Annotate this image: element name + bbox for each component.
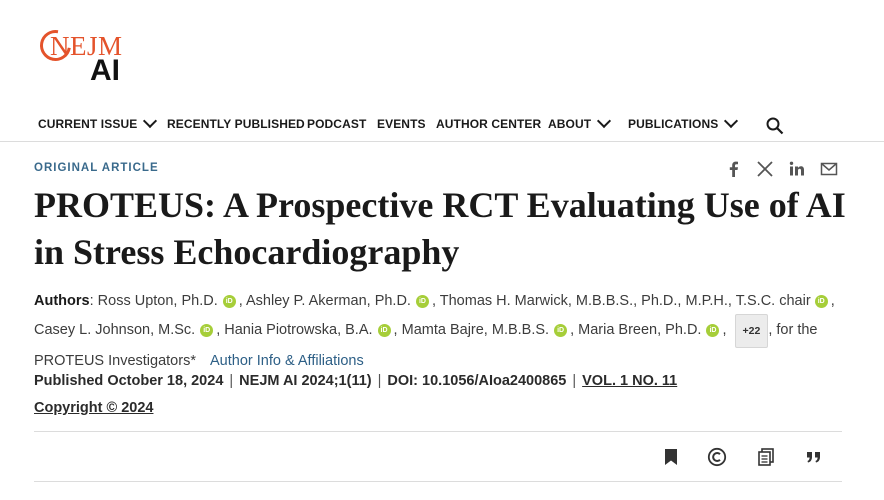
nejm-ai-logo[interactable] (40, 28, 123, 86)
linkedin-icon[interactable] (788, 160, 806, 178)
nav-about[interactable] (548, 117, 609, 131)
nav-label: ABOUT (548, 117, 592, 131)
nav-label: PODCAST (307, 117, 367, 131)
x-icon[interactable] (756, 160, 774, 178)
nav-podcast[interactable] (307, 117, 366, 131)
publication-meta (34, 373, 677, 389)
published-date: Published October 18, 2024 (34, 373, 224, 389)
orcid-icon[interactable]: iD (416, 295, 429, 308)
copyright-link[interactable]: Copyright © 2024 (34, 400, 154, 416)
bookmark-icon[interactable] (661, 447, 681, 467)
orcid-icon[interactable]: iD (706, 324, 719, 337)
author-name[interactable]: Casey L. Johnson, M.Sc. (34, 322, 196, 338)
chevron-down-icon (597, 114, 611, 128)
orcid-icon[interactable]: iD (815, 295, 828, 308)
article-title: PROTEUS: A Prospective RCT Evaluating Use of AI in Stress Echocardiography (34, 185, 846, 272)
nav-recently-published[interactable] (167, 117, 305, 131)
main-nav (0, 108, 884, 142)
journal-citation: NEJM AI 2024;1(11) (239, 373, 372, 389)
doi: DOI: 10.1056/AIoa2400865 (387, 373, 567, 389)
chevron-down-icon (724, 114, 738, 128)
cite-icon[interactable] (804, 447, 824, 467)
nav-events[interactable] (377, 117, 426, 131)
meta-separator: | (377, 373, 382, 389)
author-name[interactable]: Mamta Bajre, M.B.B.S. (401, 322, 550, 338)
authors-colon: : (89, 293, 98, 309)
volume-link[interactable]: VOL. 1 NO. 11 (582, 373, 678, 389)
divider (34, 481, 842, 482)
logo-sub: AI (90, 54, 120, 87)
more-authors-button[interactable]: +22 (735, 314, 769, 348)
author-name[interactable]: Maria Breen, Ph.D. (578, 322, 702, 338)
nav-label: CURRENT ISSUE (38, 117, 138, 131)
nav-label: EVENTS (377, 117, 426, 131)
orcid-icon[interactable]: iD (223, 295, 236, 308)
permissions-icon[interactable] (707, 447, 727, 467)
orcid-icon[interactable]: iD (378, 324, 391, 337)
authors-label: Authors (34, 293, 90, 309)
author-name[interactable]: Thomas H. Marwick, M.B.B.S., Ph.D., M.P.H., T.S.C. chair (439, 293, 811, 309)
facebook-icon[interactable] (725, 160, 743, 178)
email-icon[interactable] (820, 160, 838, 178)
author-name[interactable]: Ross Upton, Ph.D. (97, 293, 218, 309)
author-affiliations-link[interactable]: Author Info & Affiliations (210, 353, 364, 369)
nav-author-center[interactable] (436, 117, 541, 131)
divider (34, 431, 842, 432)
author-name[interactable]: Hania Piotrowska, B.A. (224, 322, 373, 338)
nav-label: RECENTLY PUBLISHED (167, 117, 305, 131)
nav-current-issue[interactable] (38, 117, 155, 131)
meta-separator: | (229, 373, 234, 389)
nav-label: AUTHOR CENTER (436, 117, 542, 131)
orcid-icon[interactable]: iD (554, 324, 567, 337)
logo-brand: NEJM (50, 30, 123, 61)
author-name[interactable]: Ashley P. Akerman, Ph.D. (246, 293, 411, 309)
chevron-down-icon (143, 114, 157, 128)
export-citation-icon[interactable] (756, 447, 776, 467)
nav-label: PUBLICATIONS (628, 117, 719, 131)
meta-separator: | (572, 373, 577, 389)
author-list: Authors: Ross Upton, Ph.D. iD , Ashley P. Akerman, Ph.D. iD , Thomas H. Marwick, M.B.B.S., Ph.D., M.P.H., T.S.C. chair iD , Casey L. Johnson, M.Sc. iD , Hania Piotrowska, B.A. iD , Mamta Bajre, M.B.B.S. iD , Maria Breen, Ph.D. iD , +22 , for the PROTEUS Investigators* Author Info & Affiliations (34, 293, 835, 369)
investigator-group: , for the PROTEUS Investigators* (34, 322, 818, 369)
nav-publications[interactable] (628, 117, 736, 131)
article-type[interactable]: ORIGINAL ARTICLE (34, 162, 159, 174)
search-icon[interactable] (766, 117, 784, 135)
orcid-icon[interactable]: iD (200, 324, 213, 337)
